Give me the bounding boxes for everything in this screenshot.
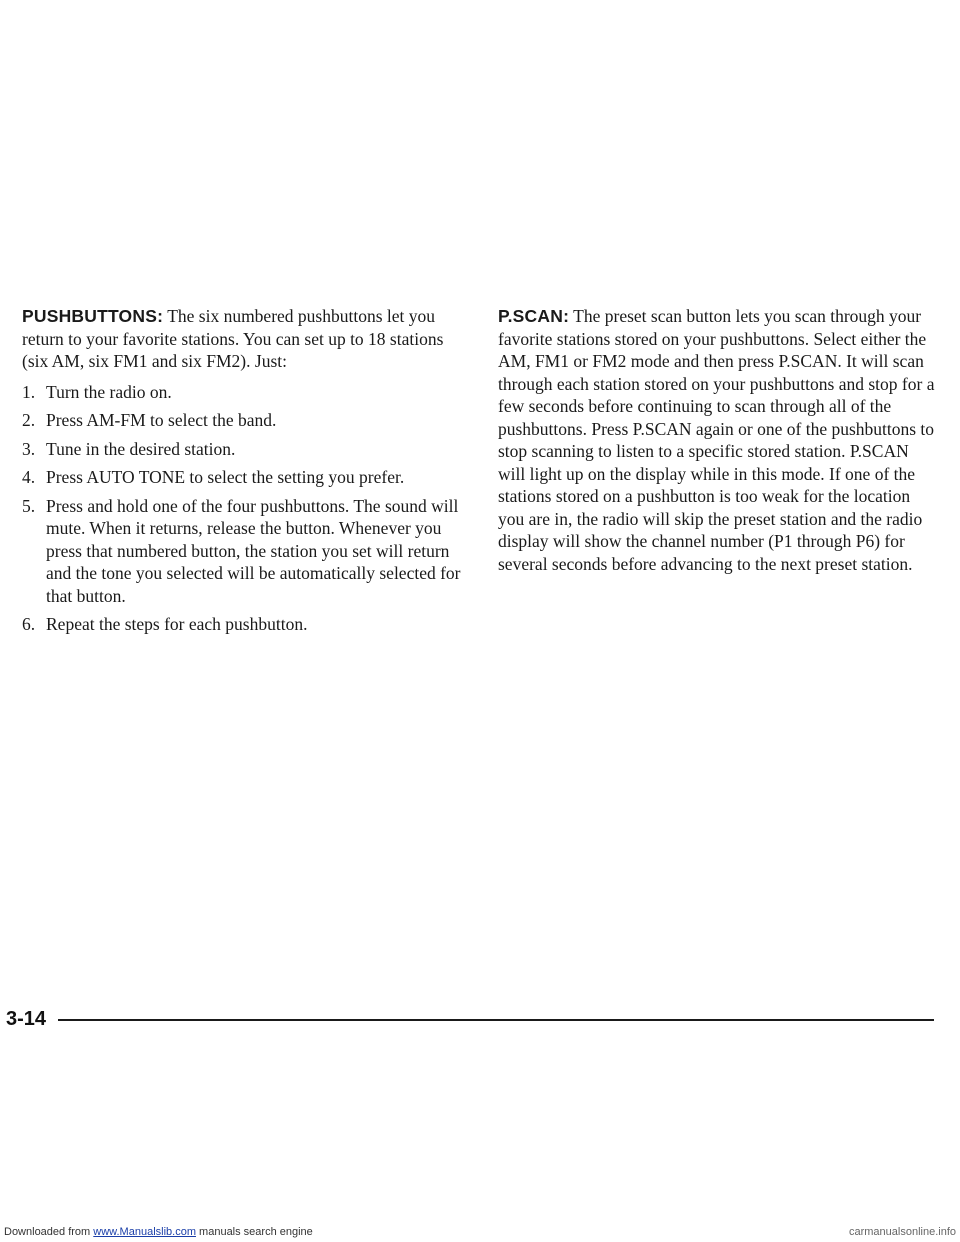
- step-number: 6.: [22, 614, 36, 634]
- step-text: Press AUTO TONE to select the setting you prefer.: [46, 467, 405, 487]
- download-suffix: manuals search engine: [199, 1226, 313, 1238]
- pscan-heading: P.SCAN:: [498, 306, 570, 326]
- step-text: Repeat the steps for each pushbutton.: [46, 614, 308, 634]
- step-text: Press and hold one of the four pushbuttons. The sound will mute. When it returns, release the button. Whenever you press that numbered button, the station you set will return and the tone you selected will be automatically selected for that button.: [46, 495, 461, 606]
- step-number: 3.: [22, 438, 36, 459]
- page-footer: [0, 1008, 960, 1030]
- pushbuttons-section: [22, 305, 462, 642]
- download-source: [4, 1222, 313, 1242]
- pscan-body-text: The preset scan button lets you scan through your favorite stations stored on your pushbuttons. Select either the AM, FM1 or FM2 mode and then press P.SCAN. It will scan through each station stored on your pushbuttons and stop for a few seconds before continuing to scan through all of the pushbuttons. Press P.SCAN again or one of the pushbuttons to stop scanning to listen to a specific stored station. P.SCAN will light up on the display while in this mode. If one of the stations stored on a pushbutton is too weak for the location you are in, the radio will skip the preset station and the radio display will show the channel number (P1 through P6) for several seconds before advancing to the next preset station.: [498, 306, 935, 574]
- download-prefix: Downloaded from: [4, 1226, 91, 1238]
- pushbutton-steps-list: [22, 381, 462, 636]
- footer-rule: [58, 1019, 934, 1021]
- page-number: 3-14: [6, 1008, 47, 1030]
- list-item: [22, 495, 462, 608]
- pushbuttons-heading: PUSHBUTTONS:: [22, 306, 164, 326]
- list-item: [22, 613, 462, 636]
- pushbuttons-intro-text: The six numbered pushbuttons let you return to your favorite stations. You can set up to 18 stations (six AM, six FM1 and six FM2). Just:: [22, 306, 444, 371]
- watermark-text: carmanualsonline.info: [848, 1226, 956, 1238]
- manualslib-link[interactable]: www.Manualslib.com: [93, 1226, 196, 1238]
- step-number: 5.: [22, 495, 36, 516]
- step-text: Turn the radio on.: [46, 381, 172, 402]
- step-number: 2.: [22, 410, 36, 430]
- step-text: Tune in the desired station.: [46, 438, 236, 459]
- step-number: 1.: [22, 381, 36, 402]
- pscan-section: [498, 305, 938, 575]
- list-item: [22, 438, 462, 461]
- list-item: [22, 409, 462, 432]
- pushbuttons-intro: [22, 305, 462, 373]
- list-item: [22, 381, 462, 404]
- step-text: Press AM-FM to select the band.: [46, 410, 277, 430]
- step-number: 4.: [22, 467, 36, 487]
- download-source-bar: [0, 1222, 960, 1242]
- pscan-paragraph: [498, 305, 938, 575]
- list-item: [22, 466, 462, 489]
